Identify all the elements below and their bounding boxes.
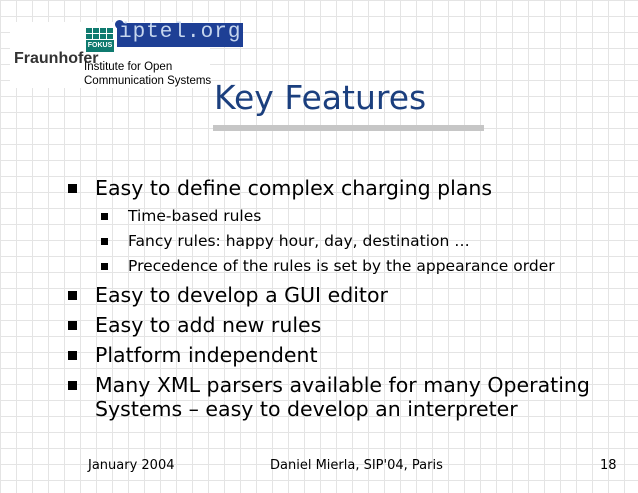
sub-bullet-item: Time-based rules bbox=[101, 204, 628, 229]
iptel-logo-text: iptel.org bbox=[119, 21, 242, 44]
fokus-grid-cell bbox=[93, 34, 99, 39]
sub-bullet-item: Fancy rules: happy hour, day, destination … bbox=[101, 229, 628, 254]
fraunhofer-brand: Fraunhofer bbox=[14, 50, 99, 67]
bullet-item: Easy to develop a GUI editor bbox=[68, 283, 628, 307]
sub-bullet-item: Precedence of the rules is set by the appearance order bbox=[101, 254, 628, 279]
fokus-grid-cell bbox=[93, 28, 99, 33]
sub-bullet-list bbox=[95, 204, 628, 279]
bullet-item bbox=[68, 176, 628, 279]
bullet-item: Many XML parsers available for many Operating Systems – easy to develop an interpreter bbox=[68, 373, 628, 421]
fokus-grid-cell bbox=[86, 28, 92, 33]
slide-title: Key Features bbox=[214, 78, 427, 117]
institute-line-2: Communication Systems bbox=[84, 75, 212, 87]
bullet-text: Easy to define complex charging plans bbox=[95, 176, 493, 200]
fokus-label: FOKUS bbox=[86, 40, 114, 52]
institute-name bbox=[84, 60, 211, 88]
slide-number: 18 bbox=[600, 458, 617, 473]
fokus-grid-cell bbox=[100, 34, 106, 39]
bullet-list bbox=[68, 176, 628, 427]
fokus-grid-cell bbox=[86, 34, 92, 39]
institute-line-1: Institute for Open bbox=[84, 61, 173, 73]
fokus-grid-cell bbox=[100, 28, 106, 33]
title-underline bbox=[213, 125, 484, 131]
footer-date: January 2004 bbox=[88, 458, 175, 473]
fokus-grid-cell bbox=[107, 28, 113, 33]
bullet-item: Easy to add new rules bbox=[68, 313, 628, 337]
bullet-item: Platform independent bbox=[68, 343, 628, 367]
fokus-grid-cell bbox=[107, 34, 113, 39]
footer-author: Daniel Mierla, SIP'04, Paris bbox=[270, 458, 443, 473]
